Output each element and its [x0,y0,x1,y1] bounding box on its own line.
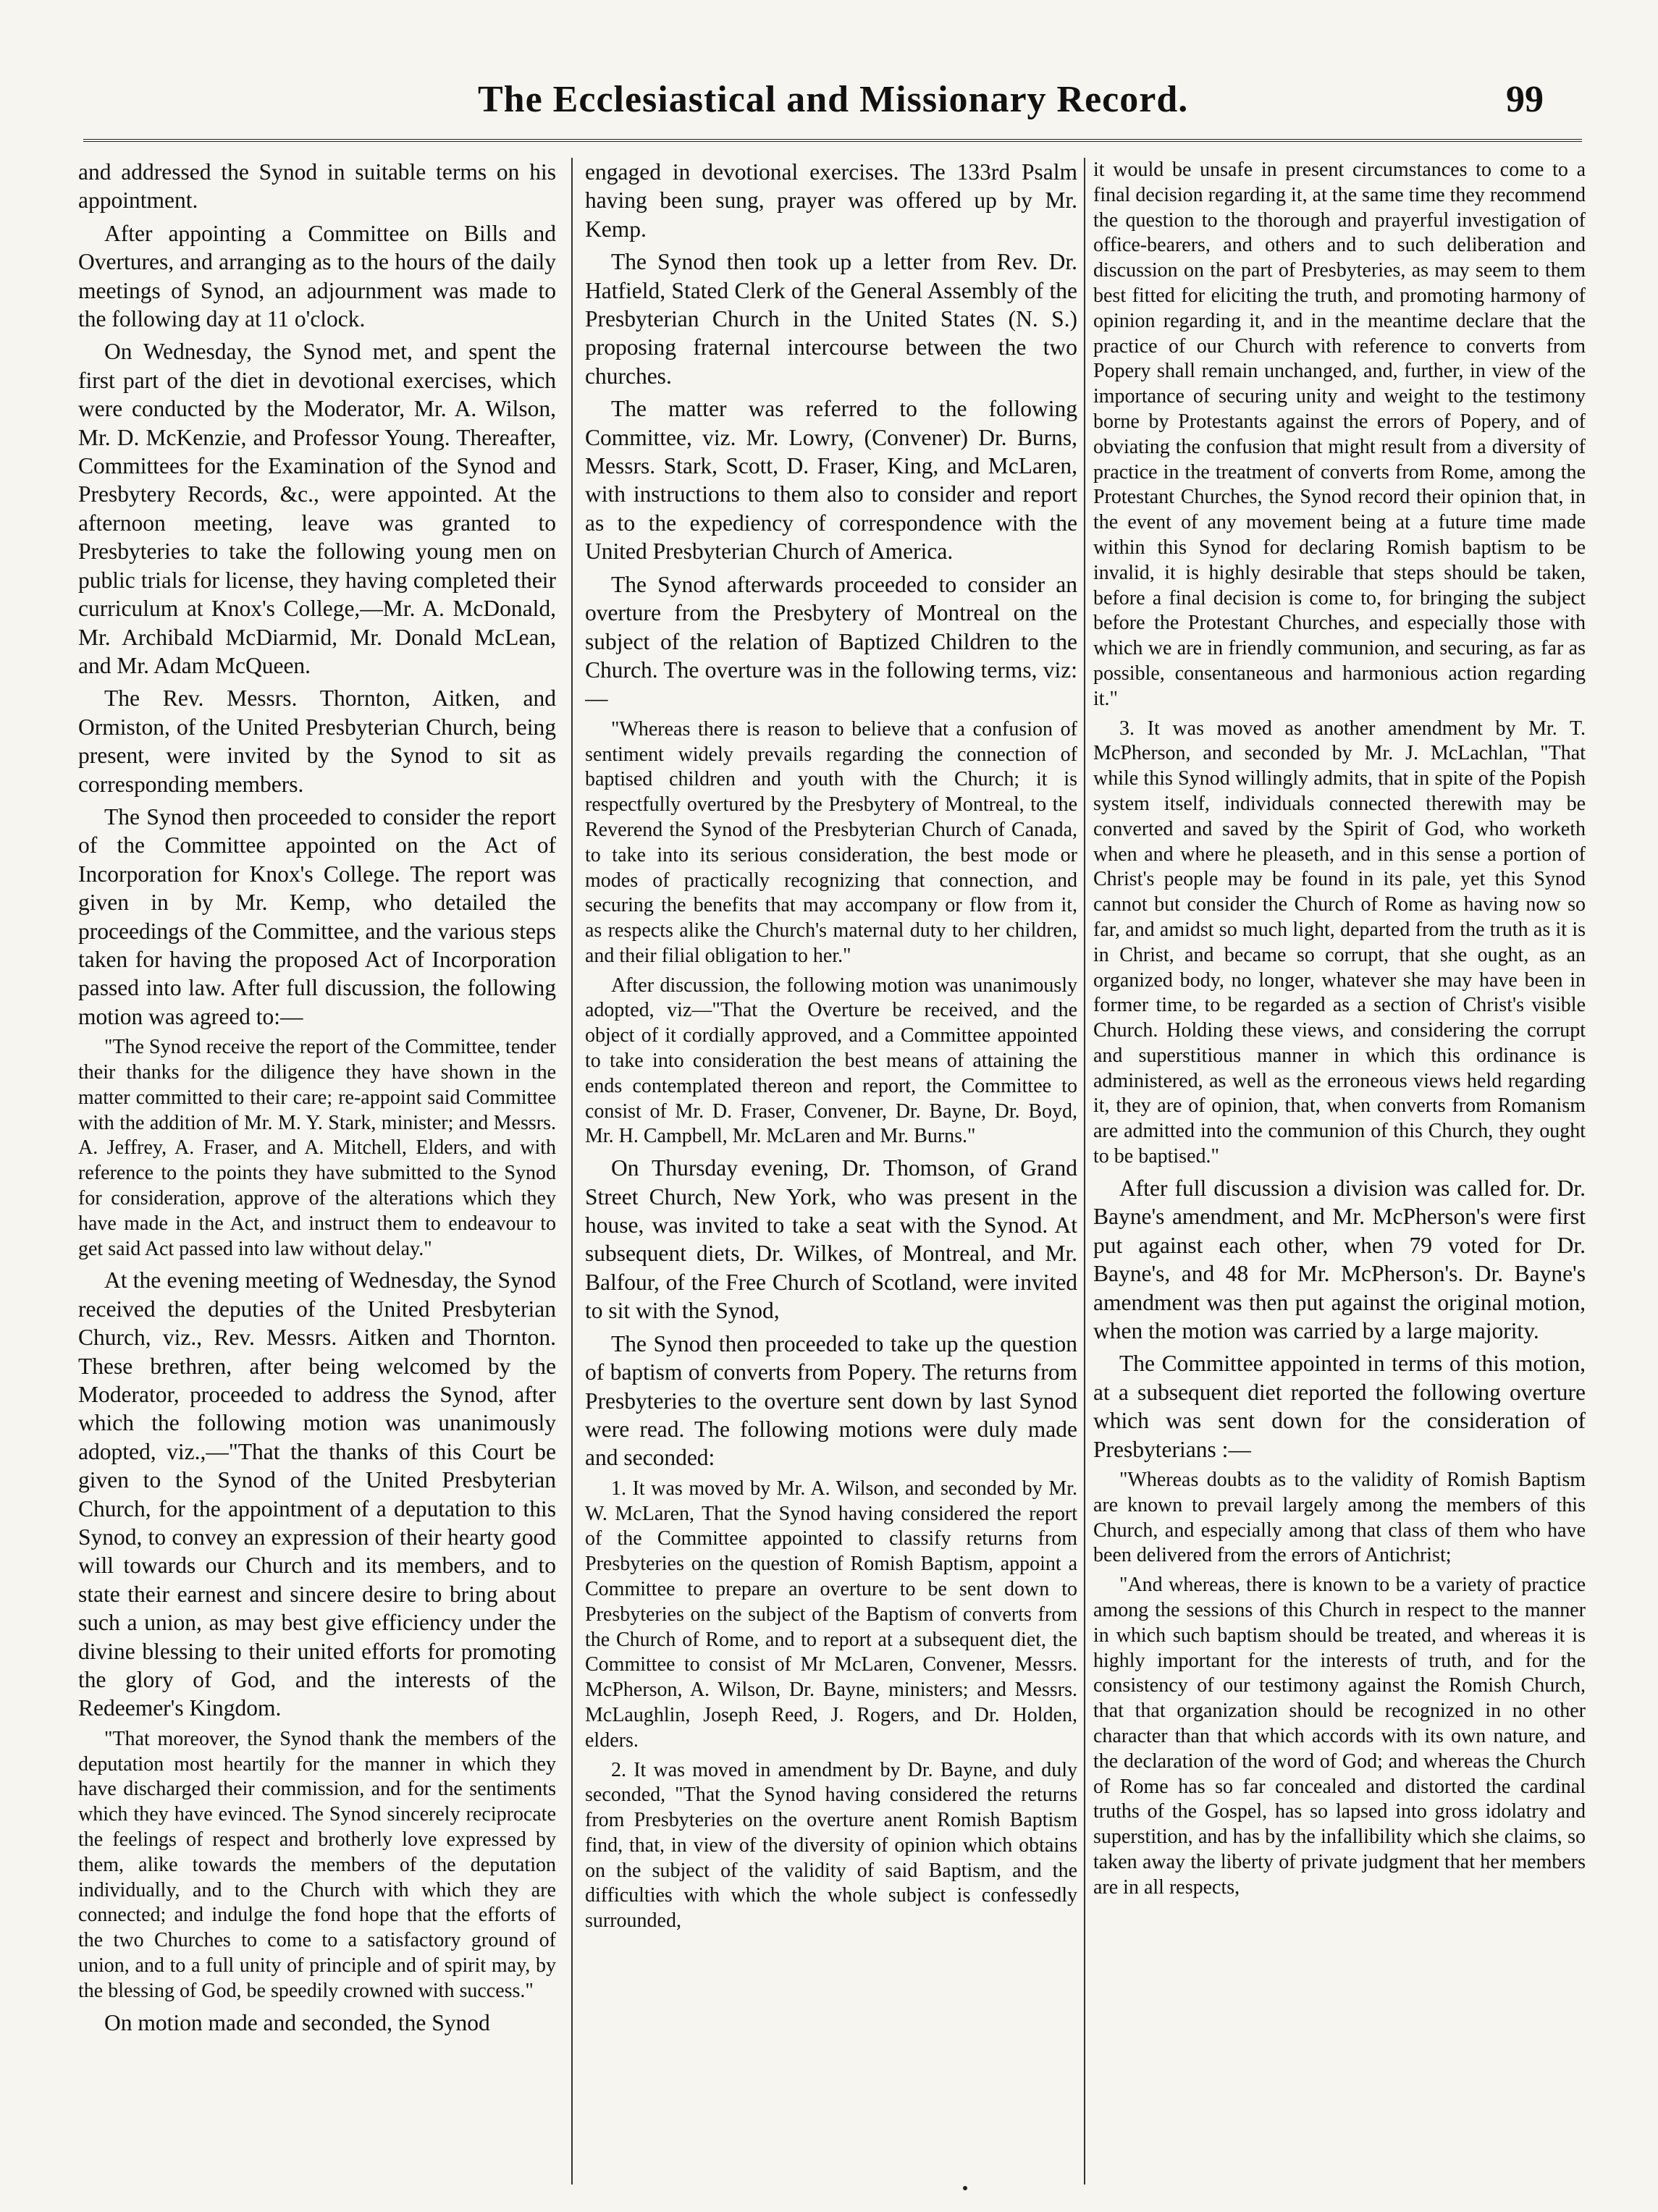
paragraph: On Wednesday, the Synod met, and spent the first part of the diet in devotional exercises, which were conducted by the Moderator, Mr. A. Wilson, Mr. D. McKenzie, and Professor Young. Thereafter, Committees for the Examination of the Synod and Presbytery Records, &c., were appointed. At the afternoon meeting, leave was granted to Presbyteries to take the following young men on public trials for license, they having completed their curriculum at Knox's College,—Mr. A. McDonald, Mr. Archibald McDiarmid, Mr. Donald McLean, and Mr. Adam McQueen. [78,339,556,678]
text-column-1 [78,158,556,2206]
paragraph: On Thursday evening, Dr. Thomson, of Grand Street Church, New York, who was present in the house, was invited to take a seat with the Synod. At subsequent diets, Dr. Wilkes, of Montreal, and Mr. Balfour, of the Free Church of Scotland, were invited to sit with the Synod, [585,1155,1077,1324]
paragraph: The Synod then proceeded to take up the question of baptism of converts from Popery. The returns from Presbyteries to the overture sent down by last Synod were read. The following motions were duly made and seconded: [585,1330,1077,1471]
paragraph: After appointing a Committee on Bills and Overtures, and arranging as to the hours of the daily meetings of Synod, an adjournment was made to the following day at 11 o'clock. [78,220,556,332]
paragraph: "That moreover, the Synod thank the members of the deputation most heartily for the manner in which they have discharged their commission, and for the sentiments which they have evinced. The Synod sincerely reciprocate the feelings of respect and brotherly love expressed by them, alike towards the members of the deputation individually, and to the Church with which they are connected; and indulge the fond hope that the efforts of the two Churches to come to a satisfactory ground of union, and to a full unity of principle and of spirit may, by the blessing of God, be speedily crowned with success." [78,1727,556,2002]
paragraph: The matter was referred to the following Committee, viz. Mr. Lowry, (Convener) Dr. Burns, Messrs. Stark, Scott, D. Fraser, King, and McLaren, with instructions to them also to consider and report as to the expediency of correspondence with the United Presbyterian Church of America. [585,396,1077,565]
column-divider [571,158,573,2184]
paragraph: 2. It was moved in amendment by Dr. Bayne, and duly seconded, "That the Synod having considered the returns from Presbyteries on the overture anent Romish Baptism find, that, in view of the diversity of opinion which obtains on the subject of the validity of said Baptism, and the difficulties with which the whole subject is confessedly surrounded, [585,1758,1077,1933]
paragraph: The Synod then proceeded to consider the report of the Committee appointed on the Act of Incorporation for Knox's College. The report was given in by Mr. Kemp, who detailed the proceedings of the Committee, and the various steps taken for having the proposed Act of Incorporation passed into law. After full discussion, the following motion was agreed to:— [78,803,556,1029]
paragraph: engaged in devotional exercises. The 133rd Psalm having been sung, prayer was offered up by Mr. Kemp. [585,159,1077,242]
running-title: The Ecclesiastical and Missionary Record. [478,79,1189,120]
print-speck [963,2186,967,2190]
paragraph: The Synod afterwards proceeded to consider an overture from the Presbytery of Montreal on the subject of the relation of Baptized Children to the Church. The overture was in the following terms, viz:— [585,571,1077,712]
text-column-2 [585,158,1077,2206]
paragraph: "Whereas doubts as to the validity of Romish Baptism are known to prevail largely among the members of this Church, and especially among that class of them who have been delivered from the errors of Antichrist; [1093,1468,1586,1567]
paragraph: The Committee appointed in terms of this motion, at a subsequent diet reported the following overture which was sent down for the consideration of Presbyterians :— [1093,1351,1586,1462]
text-column-3 [1093,158,1586,2206]
paragraph: The Rev. Messrs. Thornton, Aitken, and Ormiston, of the United Presbyterian Church, being present, were invited by the Synod to sit as corresponding members. [78,685,556,797]
paragraph: After full discussion a division was called for. Dr. Bayne's amendment, and Mr. McPherson's were first put against each other, when 79 voted for Dr. Bayne's, and 48 for Mr. McPherson's. Dr. Bayne's amendment was then put against the original motion, when the motion was carried by a large majority. [1093,1175,1586,1343]
paragraph: 3. It was moved as another amendment by Mr. T. McPherson, and seconded by Mr. J. McLachlan, "That while this Synod willingly admits, that in spite of the Popish system itself, individuals connected therewith may be converted and saved by the Spirit of God, who worketh when and where he pleaseth, and in this sense a portion of Christ's people may be found in its pale, yet this Synod cannot but consider the Church of Rome as having now so far, and amidst so much light, departed from the truth as it is in Christ, and became so corrupt, that she ought, as an organized body, no longer, whatever she may have been in former time, to be regarded as a section of Christ's visible Church. Holding these views, and considering the corrupt and superstitious manner in which this ordinance is administered, as well as the erroneous views held regarding it, they are of opinion, that, when converts from Romanism are admitted into the communion of this Church, they ought to be baptised." [1093,717,1586,1168]
paragraph: On motion made and seconded, the Synod [104,2009,490,2035]
paragraph: "The Synod receive the report of the Committee, tender their thanks for the diligence they have shown in the matter committed to their care; re-appoint said Committee with the addition of Mr. M. Y. Stark, minister; and Messrs. A. Jeffrey, A. Fraser, and A. Mitchell, Elders, and with reference to the points they have submitted to the Synod for consideration, approve of the alterations which they have made in the Act, and instruct them to endeavour to get said Act passed into law without delay." [78,1036,556,1260]
header-rule [83,139,1582,142]
paragraph: The Synod then took up a letter from Rev. Dr. Hatfield, Stated Clerk of the General Assembly of the Presbyterian Church in the United States (N. S.) proposing fraternal intercourse between the two churches. [585,249,1077,389]
paragraph: After discussion, the following motion was unanimously adopted, viz—"That the Overture be received, and the object of it cordially approved, and a Committee appointed to take into consideration the best means of attaining the ends contemplated thereon and report, the Committee to consist of Mr. D. Fraser, Convener, Dr. Bayne, Dr. Boyd, Mr. H. Campbell, Mr. McLaren and Mr. Burns." [585,974,1077,1148]
paragraph: and addressed the Synod in suitable terms on his appointment. [78,159,556,214]
paragraph: 1. It was moved by Mr. A. Wilson, and seconded by Mr. W. McLaren, That the Synod having considered the report of the Committee appointed to classify returns from Presbyteries on the question of Romish Baptism, appoint a Committee to prepare an overture to be sent down to Presbyteries on the subject of the Baptism of converts from the Church of Rome, and to report at a subsequent diet, the Committee to consist of Mr McLaren, Convener, Messrs. McPherson, A. Wilson, Dr. Bayne, ministers; and Messrs. McLaughlin, Joseph Reed, J. Rogers, and Dr. Holden, elders. [585,1477,1077,1752]
paragraph: "Whereas there is reason to believe that a confusion of sentiment widely prevails regarding the connection of baptised children and youth with the Church; it is respectfully overtured by the Presbytery of Montreal, to the Reverend the Synod of the Presbyterian Church of Canada, to take into its serious consideration, the best mode or modes of practically recognizing that connection, and securing the benefits that may accompany or flow from it, as respects alike the Church's maternal duty to her children, and their filial obligation to her." [585,717,1077,967]
paragraph: "And whereas, there is known to be a variety of practice among the sessions of this Church in respect to the manner in which such baptism should be treated, and whereas it is highly important for the interests of truth, and for the consistency of our testimony against the Romish Church, that that organization should be recognized in no other character than that which accords with its own nature, and the declaration of the word of God; and whereas the Church of Rome has so far concealed and distorted the cardinal truths of the Gospel, has so lapsed into gross idolatry and superstition, and has by the infallibility which she claims, so taken away the liberty of private judgment that her members are in all respects, [1093,1574,1586,1899]
page-header [0,0,1658,138]
page-number: 99 [1506,79,1544,120]
paragraph: it would be unsafe in present circumstances to come to a final decision regarding it, at the same time they recommend the question to the thorough and prayerful investigation of office-bearers, and others and to such deliberation and discussion on the part of Presbyteries, as may seem to them best fitted for eliciting the truth, and promoting harmony of opinion regarding it, and in the meantime declare that the practice of our Church with reference to converts from Popery shall remain unchanged, and, further, in view of the importance of securing unity and weight to the testimony borne by Protestants against the errors of Popery, and of obviating the confusion that might result from a diversity of practice in the treatment of converts from Rome, among the Protestant Churches, the Synod record their opinion that, in the event of any movement being at a future time made within this Synod for declaring Romish baptism to be invalid, it is highly desirable that steps should be taken, before a final decision is come to, for bringing the subject before the Protestant Churches, and especially those with which we are in friendly communion, and securing, as far as possible, consentaneous and harmonious action regarding it." [1093,159,1586,710]
column-divider [1084,158,1085,2184]
paragraph: At the evening meeting of Wednesday, the Synod received the deputies of the United Presbyterian Church, viz., Rev. Messrs. Aitken and Thornton. These brethren, after being welcomed by the Moderator, proceeded to address the Synod, after which the following motion was unanimously adopted, viz.,—"That the thanks of this Court be given to the Synod of the United Presbyterian Church, for the appointment of a deputation to this Synod, to convey an expression of their hearty good will towards our Church and its members, and to state their earnest and sincere desire to bring about such a union, as may best give efficiency under the divine blessing to their united efforts for promoting the glory of God, and the interests of the Redeemer's Kingdom. [78,1267,556,1721]
